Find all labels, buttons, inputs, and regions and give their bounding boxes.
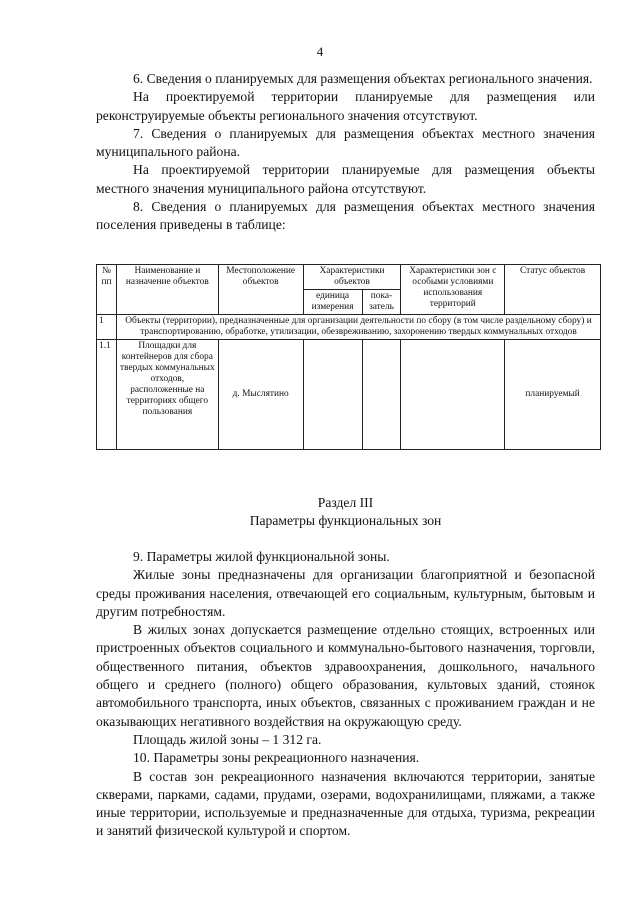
row-num: 1.1	[97, 340, 117, 450]
intro-text	[96, 70, 595, 235]
paragraph: Площадь жилой зоны – 1 312 га.	[133, 731, 322, 747]
paragraph: В жилых зонах допускается размещение отдельно стоящих, встроенных или пристроенных объектов социального и коммунально-бытового назначения, торговли, общественного питания, объектов здравоохранения, дошкольного, начального общего и среднего (полного) общего образования, культовых зданий, стоянок автомобильного транспорта, иных объектов, связанных с проживанием граждан и не оказывающих негативного воздействия на окружающую среду.	[96, 622, 595, 729]
group-text: Объекты (территории), предназначенные для организации деятельности по сбору (в том числе раздельному сбору) и транспортированию, обработке, утилизации, обезвреживанию, захоронению твердых коммунальных отходов	[116, 315, 600, 340]
paragraph: 8. Сведения о планируемых для размещения объектах местного значения поселения приведены в таблице:	[96, 199, 595, 233]
section-heading	[96, 494, 595, 531]
paragraph: На проектируемой территории планируемые для размещения объекты местного значения муниципального района отсутствуют.	[96, 162, 595, 196]
paragraph: 6. Сведения о планируемых для размещения объектах регионального значения.	[133, 71, 593, 86]
paragraph: 10. Параметры зоны рекреационного назначения.	[133, 750, 420, 766]
row-status: планируемый	[505, 340, 601, 450]
table-group-row	[97, 315, 601, 340]
header-characteristics: Характеристики объектов	[303, 265, 401, 290]
header-zones: Характеристики зон с особыми условиями использования территорий	[401, 265, 505, 315]
row-unit	[303, 340, 362, 450]
paragraph: На проектируемой территории планируемые для размещения или реконструируемые объекты регионального значения отсутствуют.	[96, 89, 595, 123]
header-indicator: пока-затель	[362, 290, 401, 315]
header-num: № пп	[97, 265, 117, 315]
page-number: 4	[316, 44, 324, 59]
row-location: д. Мыслятино	[218, 340, 303, 450]
header-location: Местоположение объектов	[218, 265, 303, 315]
paragraph: В состав зон рекреационного назначения включаются территории, занятые скверами, парками, садами, прудами, озерами, водохранилищами, пляжами, а также иные территории, используемые и предназначенные для отдыха, туризма, рекреации и занятий физической культурой и спортом.	[96, 768, 595, 839]
header-name: Наименование и назначение объектов	[116, 265, 218, 315]
group-num: 1	[97, 315, 117, 340]
row-indicator	[362, 340, 401, 450]
paragraph: Жилые зоны предназначены для организации благоприятной и безопасной среды проживания населения, отвечающей его социальным, культурным, бытовым и другим потребностям.	[96, 567, 595, 619]
header-status: Статус объектов	[505, 265, 601, 315]
table-header-row	[97, 265, 601, 290]
section-subtitle: Параметры функциональных зон	[249, 513, 442, 529]
objects-table	[96, 264, 601, 450]
row-zones	[401, 340, 505, 450]
paragraph: 9. Параметры жилой функциональной зоны.	[133, 549, 390, 564]
table-row	[97, 340, 601, 450]
header-unit: единица измерения	[303, 290, 362, 315]
zones-text	[96, 548, 595, 841]
section-title: Раздел III	[317, 495, 374, 510]
paragraph: 7. Сведения о планируемых для размещения объектах местного значения муниципального района.	[96, 125, 595, 160]
row-name: Площадки для контейнеров для сбора твердых коммунальных отходов, расположенные на территориях общего пользования	[116, 340, 218, 450]
